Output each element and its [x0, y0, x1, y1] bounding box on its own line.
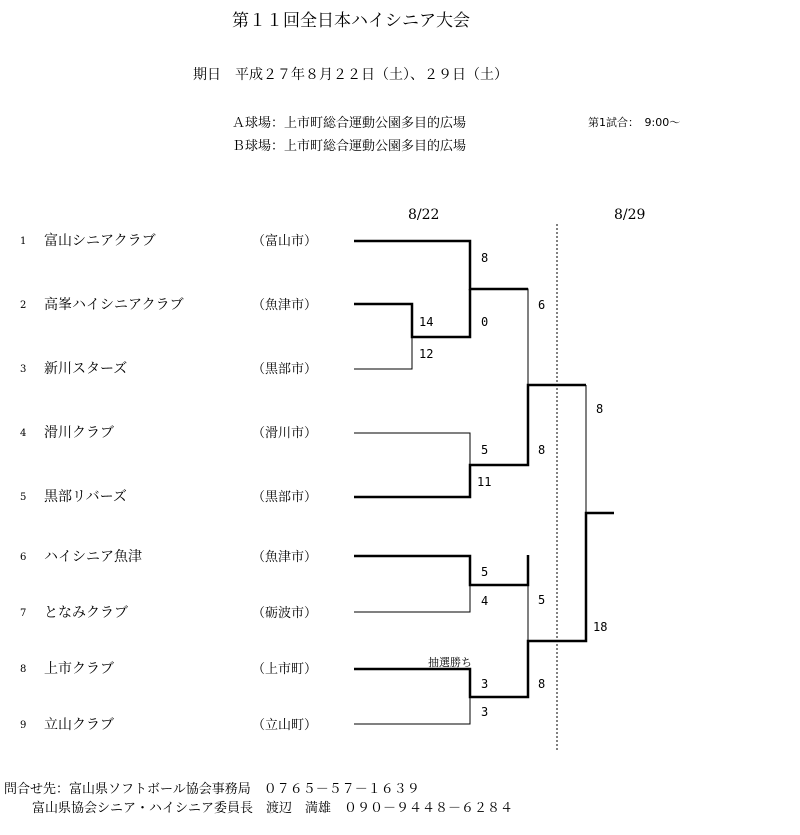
- team-name: 滑川クラブ: [44, 425, 114, 441]
- score-m45-team5: 11: [477, 475, 492, 489]
- score-m89-team9: 3: [481, 705, 489, 719]
- footer-contact: 問合せ先：富山県ソフトボール協会事務局 ０７６５－５７－１６３９: [4, 782, 420, 797]
- team-number: 7: [20, 608, 27, 619]
- bracket-line-team3: [354, 337, 412, 369]
- score-semi1-top: 6: [538, 298, 546, 312]
- team-city: （黒部市）: [252, 490, 318, 505]
- event-period: 期日 平成２７年８月２２日（土）、２９日（土）: [193, 67, 508, 83]
- score-m45-team4: 5: [481, 443, 489, 457]
- team-name: 立山クラブ: [44, 717, 114, 733]
- score-m1-winner23: 0: [481, 315, 489, 329]
- team-city: （魚津市）: [252, 298, 318, 313]
- team-number: 1: [20, 236, 27, 247]
- score-m67-team7: 4: [481, 594, 489, 608]
- team-number: 4: [20, 428, 27, 439]
- score-semi2-bottom: 8: [538, 677, 546, 691]
- bracket-line-team1: [354, 241, 528, 289]
- team-city: （立山町）: [252, 718, 318, 733]
- venue-a: Ａ球場：上市町総合運動公園多目的広場: [232, 116, 467, 131]
- bracket-line-team2: [354, 289, 470, 337]
- date-final: 8/29: [614, 207, 646, 223]
- team-city: （砺波市）: [252, 606, 318, 621]
- bracket-line-team4: [354, 433, 470, 465]
- team-name: 上市クラブ: [44, 661, 114, 677]
- score-m23-team3: 12: [419, 347, 434, 361]
- score-semi1-bottom: 8: [538, 443, 546, 457]
- team-number: 8: [20, 664, 27, 675]
- score-m23-team2: 14: [419, 315, 434, 329]
- team-city: （魚津市）: [252, 550, 318, 565]
- score-semi2-top: 5: [538, 593, 546, 607]
- team-number: 2: [20, 300, 27, 311]
- team-name: ハイシニア魚津: [44, 549, 142, 565]
- team-number: 3: [20, 364, 27, 375]
- bracket-line-team7: [354, 585, 470, 612]
- team-name: 黒部リバーズ: [44, 489, 127, 505]
- score-final-bottom: 18: [593, 620, 608, 634]
- venue-b: Ｂ球場：上市町総合運動公園多目的広場: [232, 139, 467, 154]
- bracket-line-semi1-loser: [470, 289, 528, 385]
- score-m1-team1: 8: [481, 251, 489, 265]
- team-number: 6: [20, 552, 27, 563]
- team-name: 富山シニアクラブ: [44, 233, 156, 249]
- bracket-line-team6: [354, 555, 528, 585]
- score-m67-team6: 5: [481, 565, 489, 579]
- bracket-line-team9: [354, 697, 470, 724]
- team-name: 新川スターズ: [44, 361, 128, 377]
- team-city: （黒部市）: [252, 362, 318, 377]
- team-name: となみクラブ: [44, 605, 128, 621]
- team-city: （富山市）: [252, 234, 318, 249]
- first-match-time: 第1試合： 9:00～: [588, 116, 681, 129]
- score-final-top: 8: [596, 402, 604, 416]
- team-city: （滑川市）: [252, 426, 318, 441]
- tournament-title: 第１１回全日本ハイシニア大会: [232, 11, 470, 31]
- score-m89-team8: 3: [481, 677, 489, 691]
- footer-committee: 富山県協会シニア・ハイシニア委員長 渡辺 満雄 ０９０－９４４８－６２８４: [32, 801, 514, 816]
- team-number: 5: [20, 492, 27, 503]
- team-number: 9: [20, 720, 27, 731]
- lottery-win-note: 抽選勝ち: [428, 656, 472, 669]
- team-city: （上市町）: [252, 662, 318, 677]
- team-name: 高峯ハイシニアクラブ: [44, 297, 184, 313]
- date-round1: 8/22: [408, 207, 440, 223]
